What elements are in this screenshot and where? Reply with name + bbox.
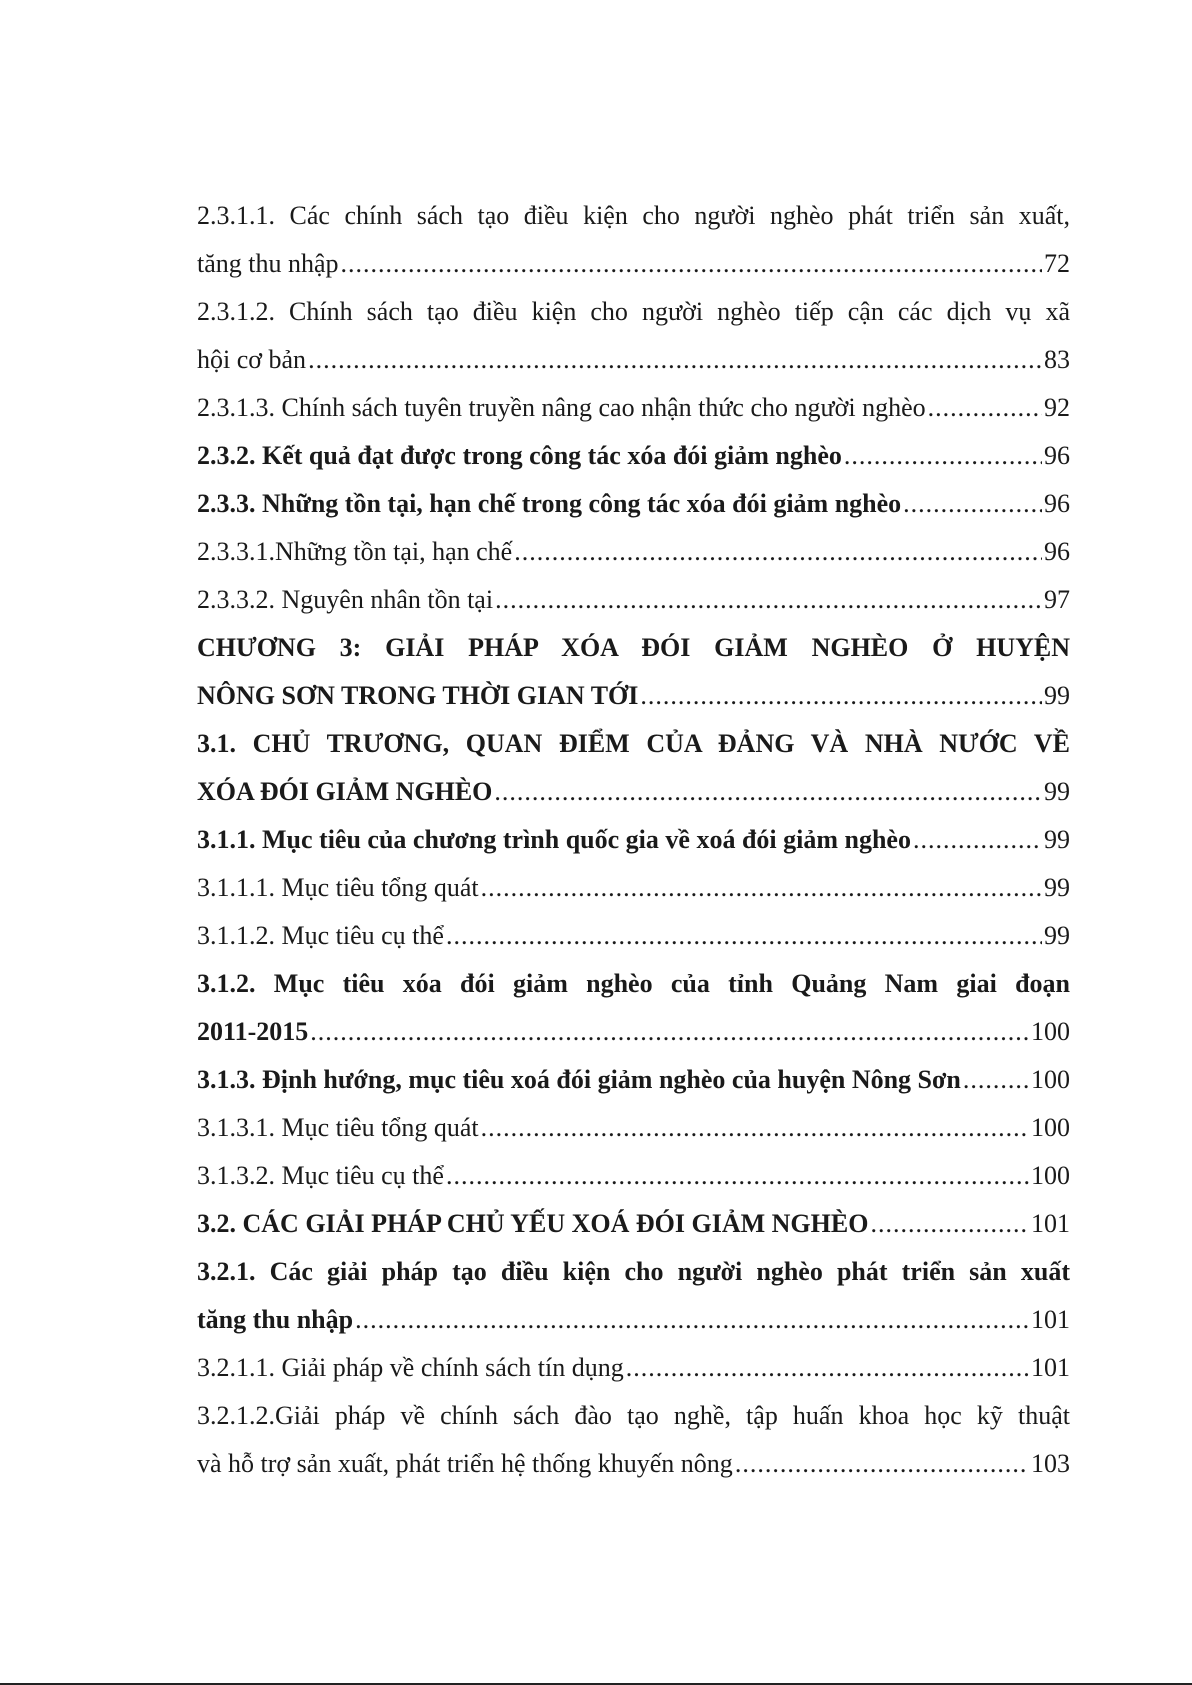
- toc-entry-title-line: 2.3.1.2. Chính sách tạo điều kiện cho người nghèo tiếp cận các dịch vụ xã: [197, 297, 1070, 326]
- toc-entry[interactable]: [197, 528, 1070, 576]
- toc-entry-title: tăng thu nhập: [197, 249, 339, 278]
- dot-leader: [446, 1152, 1029, 1200]
- toc-entry-page-number: 72: [1044, 249, 1070, 278]
- toc-entry-title: 3.1.1.1. Mục tiêu tổng quát: [197, 873, 479, 902]
- toc-entry[interactable]: [197, 1152, 1070, 1200]
- toc-entry-leader-line: [197, 816, 1070, 864]
- toc-entry-leader-line: [197, 384, 1070, 432]
- toc-entry-leader-line: [197, 1056, 1070, 1104]
- toc-entry-leader-line: [197, 576, 1070, 624]
- toc-entry-page-number: 99: [1044, 825, 1070, 854]
- toc-entry-title: 2.3.3. Những tồn tại, hạn chế trong công tác xóa đói giảm nghèo: [197, 489, 902, 518]
- toc-entry-leader-line: [197, 480, 1070, 528]
- dot-leader: [903, 480, 1042, 528]
- toc-entry[interactable]: [197, 384, 1070, 432]
- toc-entry[interactable]: [197, 912, 1070, 960]
- toc-entry-title-line: 3.2.1. Các giải pháp tạo điều kiện cho người nghèo phát triển sản xuất: [197, 1257, 1070, 1286]
- dot-leader: [514, 528, 1042, 576]
- toc-entry[interactable]: [197, 576, 1070, 624]
- toc-entry-title: NÔNG SƠN TRONG THỜI GIAN TỚI: [197, 681, 639, 710]
- toc-entry-title: 2.3.3.2. Nguyên nhân tồn tại: [197, 585, 494, 614]
- toc-entry-leader-line: [197, 1104, 1070, 1152]
- table-of-contents: [197, 192, 1070, 1488]
- toc-entry-page-number: 96: [1044, 489, 1070, 518]
- toc-entry-title: 3.1.1.2. Mục tiêu cụ thể: [197, 921, 444, 950]
- toc-entry-leader-line: [197, 240, 1070, 288]
- dot-leader: [355, 1296, 1029, 1344]
- toc-entry-title-line: CHƯƠNG 3: GIẢI PHÁP XÓA ĐÓI GIẢM NGHÈO Ở HUYỆN: [197, 633, 1070, 662]
- dot-leader: [963, 1056, 1029, 1104]
- dot-leader: [308, 336, 1042, 384]
- toc-entry[interactable]: [197, 960, 1070, 1056]
- toc-entry-page-number: 100: [1031, 1017, 1070, 1046]
- toc-entry[interactable]: [197, 1344, 1070, 1392]
- dot-leader: [494, 768, 1042, 816]
- toc-entry-page-number: 97: [1044, 585, 1070, 614]
- toc-entry-title-line: 3.1.2. Mục tiêu xóa đói giảm nghèo của tỉnh Quảng Nam giai đoạn: [197, 969, 1070, 998]
- toc-entry-title: hội cơ bản: [197, 345, 307, 374]
- toc-entry-leader-line: [197, 1200, 1070, 1248]
- toc-entry-page-number: 101: [1031, 1353, 1070, 1382]
- dot-leader: [495, 576, 1042, 624]
- dot-leader: [481, 1104, 1029, 1152]
- toc-entry-title: 2011-2015: [197, 1017, 309, 1046]
- toc-entry-page-number: 92: [1044, 393, 1070, 422]
- toc-entry-page-number: 83: [1044, 345, 1070, 374]
- toc-entry-title: 3.1.3.1. Mục tiêu tổng quát: [197, 1113, 479, 1142]
- toc-entry-page-number: 100: [1031, 1113, 1070, 1142]
- dot-leader: [310, 1008, 1029, 1056]
- dot-leader: [913, 816, 1042, 864]
- dot-leader: [626, 1344, 1029, 1392]
- dot-leader: [446, 912, 1042, 960]
- toc-entry[interactable]: [197, 720, 1070, 816]
- toc-entry-leader-line: [197, 336, 1070, 384]
- toc-entry-title: 2.3.3.1.Những tồn tại, hạn chế: [197, 537, 513, 566]
- toc-entry-page-number: 96: [1044, 441, 1070, 470]
- toc-entry-title: 3.1.3.2. Mục tiêu cụ thể: [197, 1161, 444, 1190]
- toc-entry[interactable]: [197, 624, 1070, 720]
- toc-entry-title-line: 3.2.1.2.Giải pháp về chính sách đào tạo nghề, tập huấn khoa học kỹ thuật: [197, 1401, 1070, 1430]
- toc-entry-leader-line: [197, 1152, 1070, 1200]
- dot-leader: [928, 384, 1042, 432]
- toc-entry-title: 3.2. CÁC GIẢI PHÁP CHỦ YẾU XOÁ ĐÓI GIẢM NGHÈO: [197, 1209, 869, 1238]
- toc-entry-leader-line: [197, 1344, 1070, 1392]
- dot-leader: [481, 864, 1042, 912]
- toc-entry-page-number: 96: [1044, 537, 1070, 566]
- toc-entry-title: 3.2.1.1. Giải pháp về chính sách tín dụng: [197, 1353, 624, 1382]
- toc-entry[interactable]: [197, 1200, 1070, 1248]
- toc-entry[interactable]: [197, 1056, 1070, 1104]
- toc-entry-page-number: 99: [1044, 777, 1070, 806]
- toc-entry-leader-line: [197, 864, 1070, 912]
- toc-entry-page-number: 100: [1031, 1065, 1070, 1094]
- toc-entry-page-number: 99: [1044, 873, 1070, 902]
- toc-entry[interactable]: [197, 1248, 1070, 1344]
- toc-entry[interactable]: [197, 288, 1070, 384]
- toc-entry-leader-line: [197, 1296, 1070, 1344]
- toc-entry-title: XÓA ĐÓI GIẢM NGHÈO: [197, 777, 493, 806]
- toc-entry-title: 3.1.3. Định hướng, mục tiêu xoá đói giảm nghèo của huyện Nông Sơn: [197, 1065, 961, 1094]
- toc-entry-title: và hỗ trợ sản xuất, phát triển hệ thống khuyến nông: [197, 1449, 733, 1478]
- toc-entry-page-number: 99: [1044, 921, 1070, 950]
- dot-leader: [735, 1440, 1029, 1488]
- toc-entry-page-number: 100: [1031, 1161, 1070, 1190]
- dot-leader: [844, 432, 1042, 480]
- toc-entry[interactable]: [197, 432, 1070, 480]
- toc-entry-leader-line: [197, 912, 1070, 960]
- toc-entry-page-number: 103: [1031, 1449, 1070, 1478]
- toc-entry[interactable]: [197, 864, 1070, 912]
- toc-entry-leader-line: [197, 432, 1070, 480]
- toc-entry[interactable]: [197, 816, 1070, 864]
- toc-entry-title: tăng thu nhập: [197, 1305, 354, 1334]
- toc-entry-page-number: 101: [1031, 1305, 1070, 1334]
- toc-entry[interactable]: [197, 192, 1070, 288]
- toc-entry-leader-line: [197, 1008, 1070, 1056]
- toc-entry-leader-line: [197, 528, 1070, 576]
- toc-entry[interactable]: [197, 1392, 1070, 1488]
- dot-leader: [640, 672, 1042, 720]
- toc-entry-title-line: 3.1. CHỦ TRƯƠNG, QUAN ĐIỂM CỦA ĐẢNG VÀ NHÀ NƯỚC VỀ: [197, 729, 1070, 758]
- dot-leader: [341, 240, 1042, 288]
- toc-entry-leader-line: [197, 768, 1070, 816]
- dot-leader: [870, 1200, 1029, 1248]
- toc-entry-title-line: 2.3.1.1. Các chính sách tạo điều kiện cho người nghèo phát triển sản xuất,: [197, 201, 1070, 230]
- toc-entry-title: 2.3.2. Kết quả đạt được trong công tác xóa đói giảm nghèo: [197, 441, 842, 470]
- toc-entry[interactable]: [197, 1104, 1070, 1152]
- toc-entry-page-number: 101: [1031, 1209, 1070, 1238]
- toc-entry-page-number: 99: [1044, 681, 1070, 710]
- toc-entry-title: 2.3.1.3. Chính sách tuyên truyền nâng cao nhận thức cho người nghèo: [197, 393, 926, 422]
- toc-entry[interactable]: [197, 480, 1070, 528]
- toc-entry-leader-line: [197, 1440, 1070, 1488]
- toc-entry-leader-line: [197, 672, 1070, 720]
- toc-entry-title: 3.1.1. Mục tiêu của chương trình quốc gia về xoá đói giảm nghèo: [197, 825, 911, 854]
